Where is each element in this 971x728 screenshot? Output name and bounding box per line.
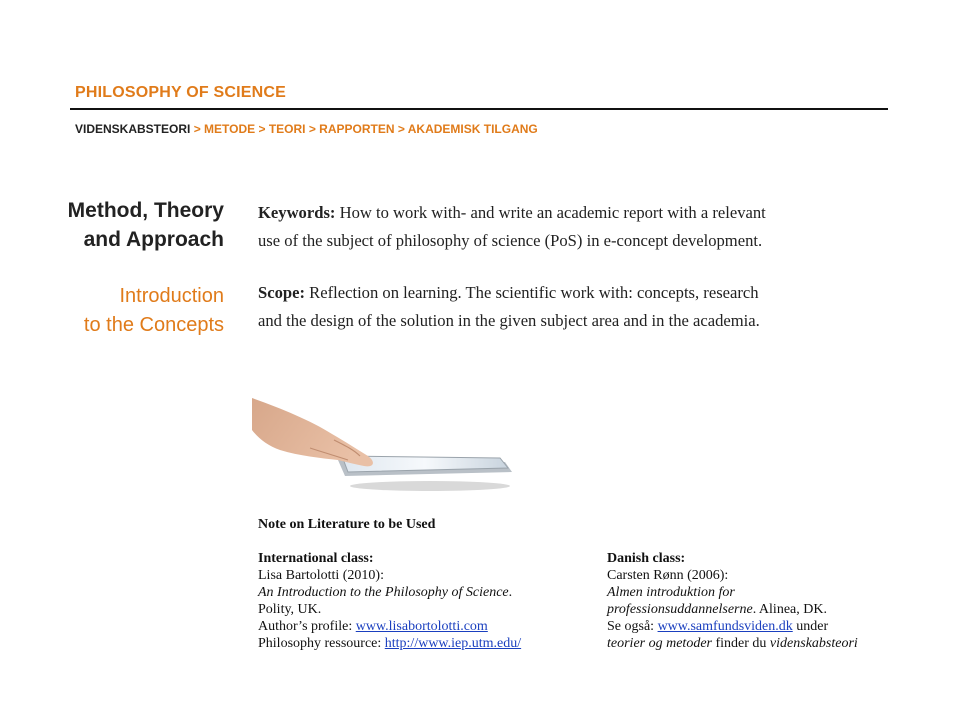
international-class: International class: Lisa Bartolotti (2010): An Introduction to the Philosophy of Science. Polity, UK. Author’s profile: www.lisabortolotti.com Philosophy ressource: http://www.iep.utm.edu/ [258,551,522,651]
breadcrumb-trail: > METODE > TEORI > RAPPORTEN > AKADEMISK TILGANG [190,122,538,136]
section-heading [40,196,224,340]
breadcrumb [75,122,538,136]
samfundsviden-link[interactable]: www.samfundsviden.dk [657,619,793,634]
author-profile-link[interactable]: www.lisabortolotti.com [355,619,488,634]
literature-section [258,516,918,651]
keywords-label: Keywords: [258,203,336,222]
philosophy-resource-link[interactable]: http://www.iep.utm.edu/ [384,636,522,651]
scope-label: Scope: [258,283,306,302]
section-subtitle: Introduction to the Concepts [83,285,224,336]
scope-paragraph: Scope: Reflection on learning. The scientific work with: concepts, research and the design of the solution in the given subject area and in the academia. [258,283,760,330]
section-title: Method, Theory and Approach [67,199,224,251]
hand-tablet-image [250,390,520,500]
danish-class: Danish class: Carsten Rønn (2006): Almen introduktion for professionsuddannelserne. Alinea, DK. Se også: www.samfundsviden.dk under teorier og metoder finder du videnskabsteori [607,551,858,651]
keywords-paragraph: Keywords: How to work with- and write an academic report with a relevant use of the subject of philosophy of science (PoS) in e-concept development. [258,203,766,250]
page-title: PHILOSOPHY OF SCIENCE [75,84,287,101]
literature-heading: Note on Literature to be Used [258,517,436,532]
breadcrumb-current: VIDENSKABSTEORI [75,122,191,136]
header-divider [70,108,888,110]
